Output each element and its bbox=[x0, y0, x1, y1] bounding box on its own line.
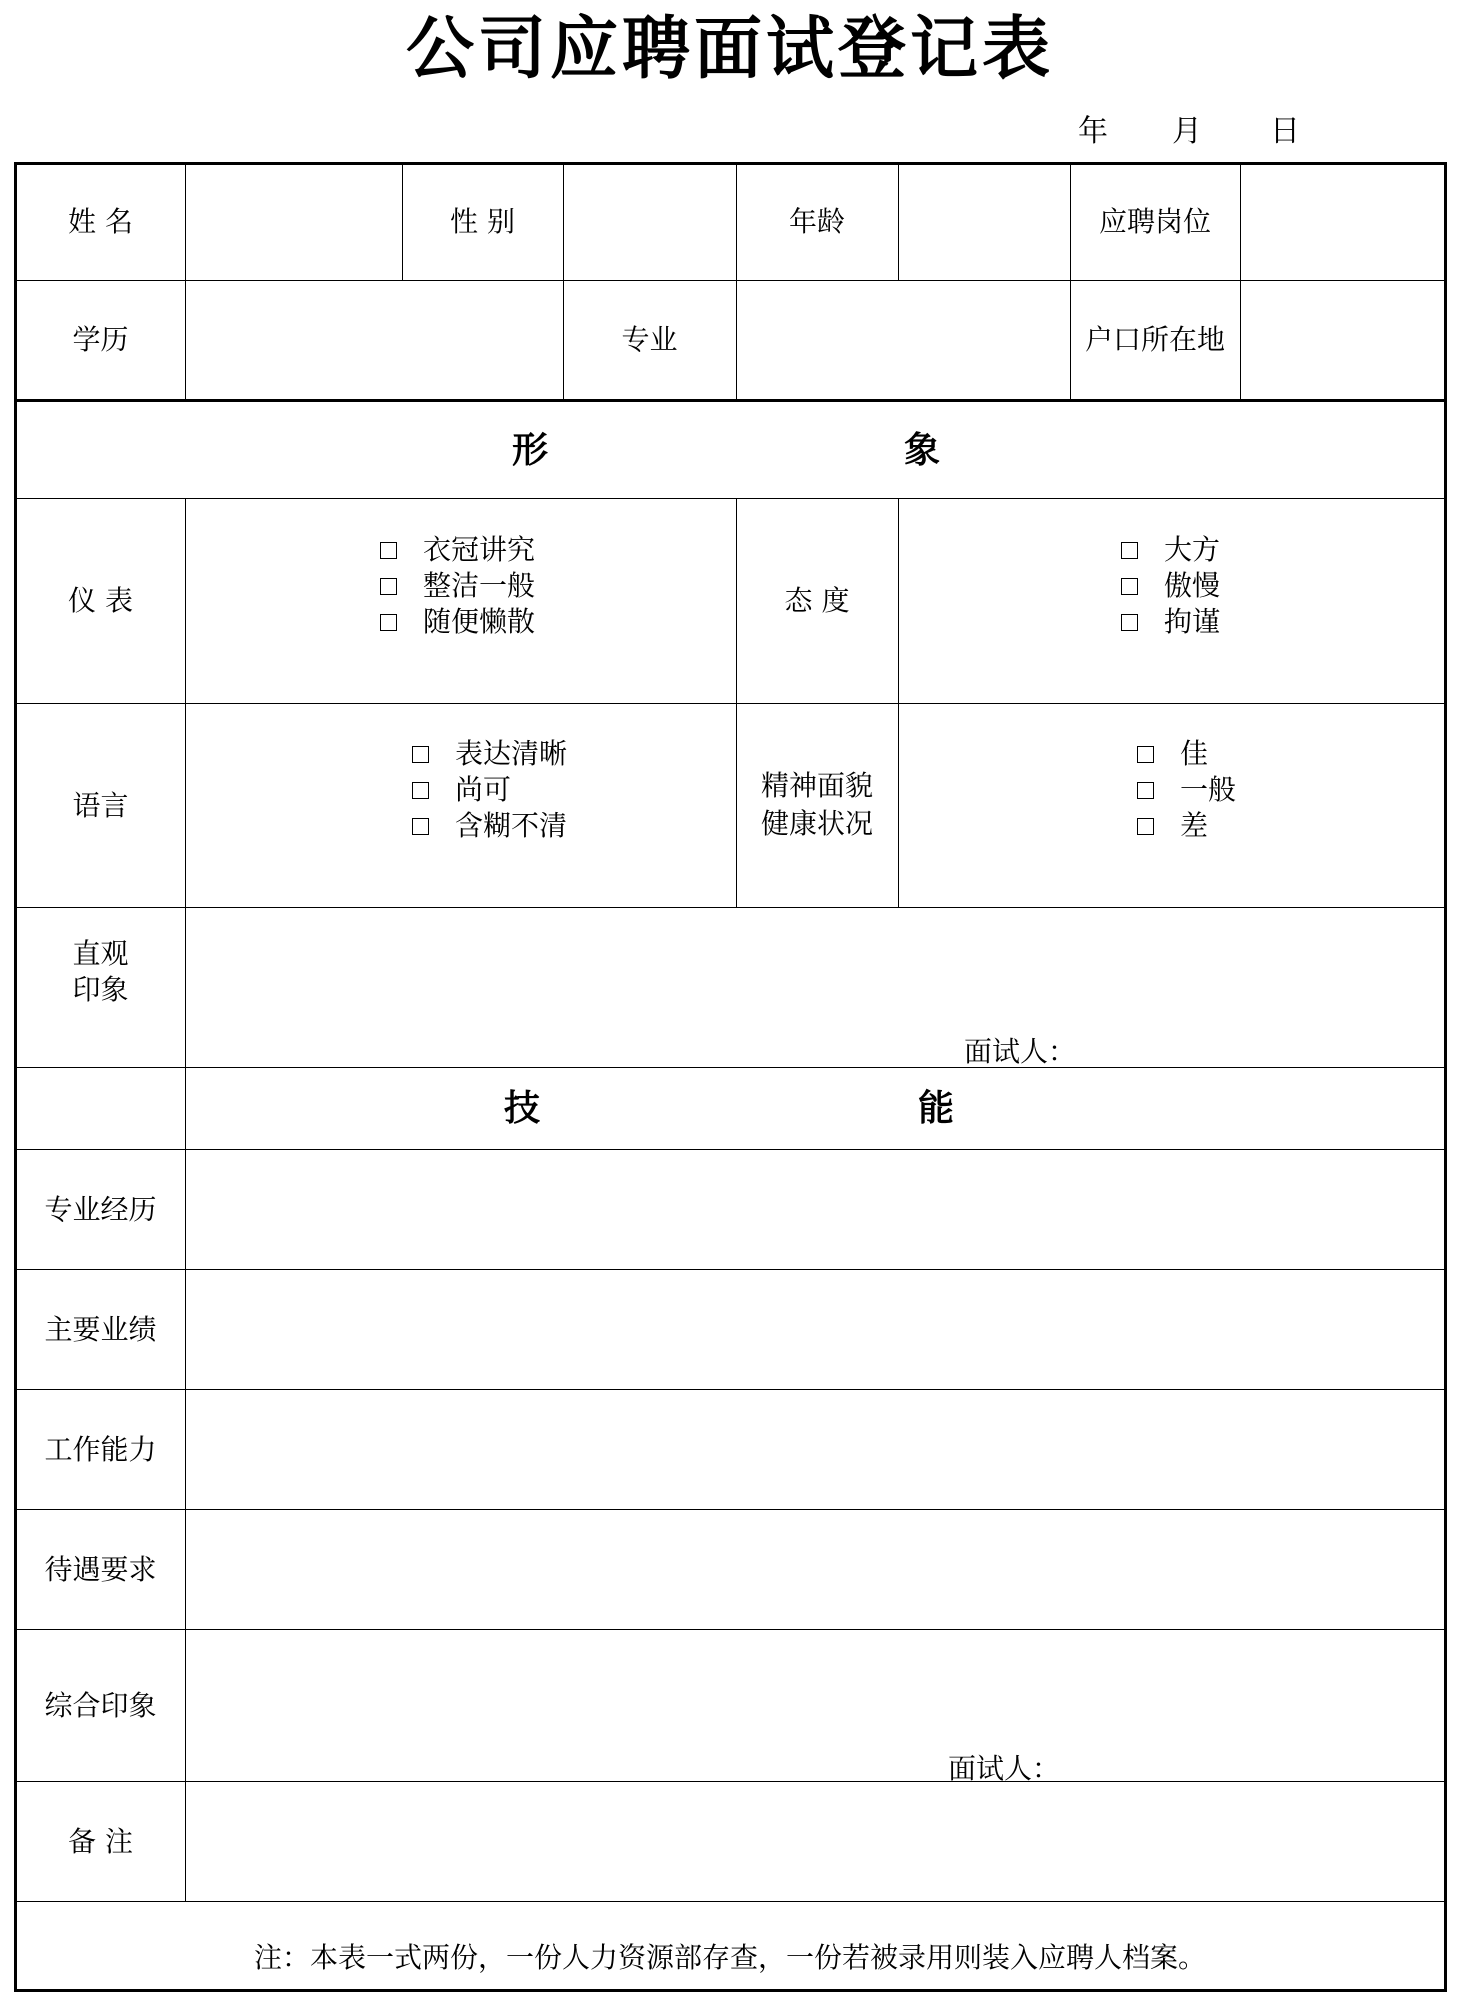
attitude-label: 态 度 bbox=[784, 584, 850, 617]
option-item[interactable] bbox=[380, 532, 535, 568]
row-divider bbox=[15, 1149, 1445, 1150]
option-item[interactable] bbox=[1137, 736, 1236, 772]
appearance-label: 仪 表 bbox=[68, 584, 133, 617]
option-item[interactable] bbox=[1121, 568, 1220, 604]
row-divider bbox=[15, 399, 1445, 402]
skill-section-title-right: 能 bbox=[918, 1087, 955, 1129]
gender-label: 性 别 bbox=[450, 205, 515, 238]
option-item[interactable] bbox=[380, 568, 535, 604]
checkbox[interactable] bbox=[1121, 578, 1138, 595]
form-table-border bbox=[14, 162, 1447, 1992]
checkbox[interactable] bbox=[1121, 614, 1138, 631]
checkbox[interactable] bbox=[412, 746, 429, 763]
form-title: 公司应聘面试登记表 bbox=[405, 9, 1054, 89]
major-label: 专业 bbox=[621, 323, 678, 356]
option-item[interactable] bbox=[412, 808, 567, 844]
spirit-label: 精神面貌 bbox=[760, 769, 873, 802]
row-divider bbox=[15, 498, 1445, 499]
col-divider bbox=[185, 1149, 186, 1901]
option-label: 表达清晰 bbox=[455, 737, 568, 770]
option-label: 大方 bbox=[1164, 533, 1221, 566]
option-label: 随便懒散 bbox=[423, 605, 536, 638]
spirit-options bbox=[1137, 736, 1236, 844]
option-label: 含糊不清 bbox=[455, 809, 568, 842]
checkbox[interactable] bbox=[380, 542, 397, 559]
language-options bbox=[412, 736, 567, 844]
option-label: 差 bbox=[1180, 809, 1209, 842]
option-label: 衣冠讲究 bbox=[423, 533, 536, 566]
attitude-options bbox=[1121, 532, 1220, 640]
col-divider bbox=[898, 164, 899, 281]
experience-label: 专业经历 bbox=[44, 1192, 157, 1226]
achievement-label: 主要业绩 bbox=[44, 1312, 157, 1346]
col-divider bbox=[185, 164, 186, 399]
checkbox[interactable] bbox=[412, 818, 429, 835]
checkbox[interactable] bbox=[1137, 782, 1154, 799]
ability-label: 工作能力 bbox=[44, 1432, 157, 1466]
checkbox[interactable] bbox=[1137, 818, 1154, 835]
date-year-label: 年 bbox=[1078, 114, 1108, 149]
image-section-title-right: 象 bbox=[904, 429, 941, 471]
overall-impression-label: 综合印象 bbox=[44, 1688, 157, 1722]
option-item[interactable] bbox=[1121, 604, 1220, 640]
name-label: 姓 名 bbox=[68, 205, 133, 238]
row-divider bbox=[15, 1269, 1445, 1270]
appearance-options bbox=[380, 532, 535, 640]
option-label: 傲慢 bbox=[1164, 569, 1221, 602]
option-label: 整洁一般 bbox=[423, 569, 536, 602]
option-item[interactable] bbox=[412, 736, 567, 772]
checkbox[interactable] bbox=[1137, 746, 1154, 763]
row-divider bbox=[15, 1067, 1445, 1068]
date-month-label: 月 bbox=[1172, 114, 1202, 149]
row-divider bbox=[15, 1629, 1445, 1630]
checkbox[interactable] bbox=[412, 782, 429, 799]
interviewer-signature-label: 面试人： bbox=[964, 1035, 1077, 1068]
health-label: 健康状况 bbox=[760, 807, 873, 840]
language-label: 语言 bbox=[72, 788, 129, 822]
checkbox[interactable] bbox=[380, 578, 397, 595]
option-label: 尚可 bbox=[455, 773, 512, 806]
option-label: 佳 bbox=[1180, 737, 1209, 770]
row-divider bbox=[15, 1509, 1445, 1510]
remarks-label: 备 注 bbox=[68, 1824, 133, 1858]
footnote: 注：本表一式两份，一份人力资源部存查，一份若被录用则装入应聘人档案。 bbox=[253, 1941, 1206, 1974]
position-label: 应聘岗位 bbox=[1098, 205, 1211, 238]
skill-section-title-left: 技 bbox=[504, 1087, 541, 1129]
option-item[interactable] bbox=[412, 772, 567, 808]
education-label: 学历 bbox=[72, 323, 129, 356]
salary-label: 待遇要求 bbox=[44, 1552, 157, 1586]
option-label: 一般 bbox=[1180, 773, 1237, 806]
image-section-title-left: 形 bbox=[512, 429, 549, 471]
row-divider bbox=[15, 1901, 1445, 1902]
date-day-label: 日 bbox=[1270, 114, 1300, 149]
row-divider bbox=[15, 907, 1445, 908]
row-divider bbox=[15, 1389, 1445, 1390]
hukou-label: 户口所在地 bbox=[1084, 323, 1225, 356]
option-item[interactable] bbox=[1137, 772, 1236, 808]
col-divider bbox=[1240, 164, 1241, 399]
age-label: 年龄 bbox=[788, 205, 845, 238]
option-label: 拘谨 bbox=[1164, 605, 1221, 638]
impression-label-line2: 印象 bbox=[72, 973, 129, 1006]
option-item[interactable] bbox=[1137, 808, 1236, 844]
interviewer-signature-label: 面试人： bbox=[948, 1752, 1061, 1785]
col-divider bbox=[898, 498, 899, 907]
row-divider bbox=[15, 1781, 1445, 1782]
option-item[interactable] bbox=[380, 604, 535, 640]
row-divider bbox=[15, 703, 1445, 704]
checkbox[interactable] bbox=[1121, 542, 1138, 559]
option-item[interactable] bbox=[1121, 532, 1220, 568]
impression-label-line1: 直观 bbox=[72, 937, 129, 970]
checkbox[interactable] bbox=[380, 614, 397, 631]
